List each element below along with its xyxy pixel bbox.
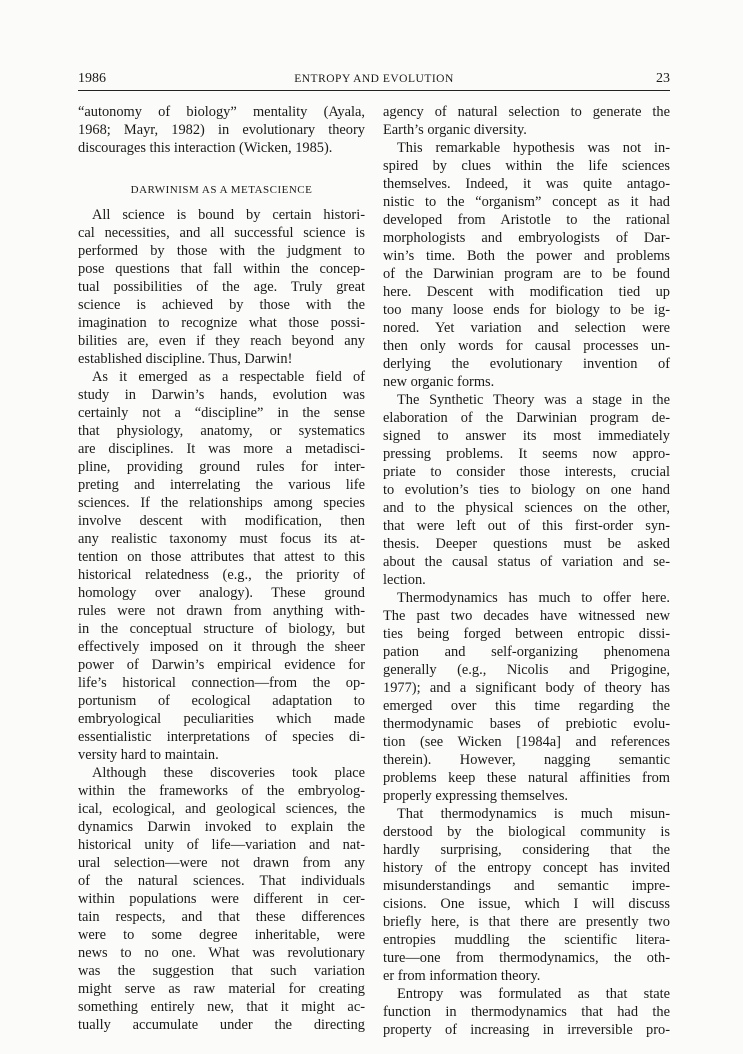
text-line: ties being forged between entropic dissi- — [383, 626, 670, 642]
text-line: new organic forms. — [383, 374, 495, 390]
text-line: themselves. Indeed, it was quite antago- — [383, 176, 670, 192]
text-line: embryological peculiarities which made — [78, 711, 365, 727]
right-paragraph-0 — [383, 103, 670, 139]
text-line: therein). However, nagging semantic — [383, 752, 670, 768]
text-line: pation and self-organizing phenomena — [383, 644, 670, 660]
text-line: established discipline. Thus, Darwin! — [78, 351, 293, 367]
text-line: power of Darwin’s empirical evidence for — [78, 657, 365, 673]
text-line: about the causal status of variation and se- — [383, 554, 670, 570]
text-line: discourages this interaction (Wicken, 1985). — [78, 140, 333, 156]
text-line: nored. Yet variation and selection were — [383, 320, 670, 336]
text-line: homology over analogy). These ground — [78, 585, 365, 601]
text-line: All science is bound by certain histori- — [92, 207, 365, 223]
text-line: “autonomy of biology” mentality (Ayala, — [78, 104, 365, 120]
text-line: Thermodynamics has much to offer here. — [397, 590, 670, 606]
right-paragraph-5 — [383, 985, 670, 1039]
text-line: certainly not a “discipline” in the sense — [78, 405, 365, 421]
text-line: history of the entropy concept has invited — [383, 860, 670, 876]
text-line: study in Darwin’s hands, evolution was — [78, 387, 365, 403]
text-line: to evolution’s ties to biology on one hand — [383, 482, 670, 498]
right-paragraph-4 — [383, 805, 670, 985]
text-line: something entirely new, that it might ac- — [78, 999, 365, 1015]
text-line: here. Descent with modification tied up — [383, 284, 670, 300]
text-line: too many loose ends for biology to be ig- — [383, 302, 670, 318]
text-line: tual possibilities of the age. Truly great — [78, 279, 365, 295]
text-line: generally (e.g., Nicolis and Prigogine, — [383, 662, 670, 678]
text-line: of the Darwinian program are to be found — [383, 266, 670, 282]
text-line: cisions. One issue, which I will discuss — [383, 896, 670, 912]
text-line: historical relatedness (e.g., the priority of — [78, 567, 365, 583]
text-line: developed from Aristotle to the rational — [383, 212, 670, 228]
text-line: properly expressing themselves. — [383, 788, 569, 804]
text-line: tion (see Wicken [1984a] and references — [383, 734, 670, 750]
text-line: pressing problems. It seems now appro- — [383, 446, 670, 462]
section-heading: DARWINISM AS A METASCIENCE — [130, 184, 313, 196]
text-line: ical, ecological, and geological sciences, the — [78, 801, 365, 817]
text-line: thesis. Deeper questions must be asked — [383, 536, 670, 552]
text-line: sciences. If the relationships among species — [78, 495, 365, 511]
left-column — [78, 103, 365, 1034]
text-line: This remarkable hypothesis was not in- — [397, 140, 670, 156]
text-line: of the natural sciences. That individuals — [78, 873, 365, 889]
text-line: Although these discoveries took place — [92, 765, 365, 781]
left-paragraph-1 — [78, 206, 365, 368]
text-line: cal necessities, and all successful science is — [78, 225, 365, 241]
text-line: within the frameworks of the embryolog- — [78, 783, 365, 799]
text-line: essentialistic interpretations of species di- — [78, 729, 365, 745]
text-line: elaboration of the Darwinian program de- — [383, 410, 670, 426]
left-paragraph-0 — [78, 103, 365, 157]
text-line: and to the physical sciences on the other, — [383, 500, 670, 516]
left-paragraph-2 — [78, 368, 365, 764]
header-year: 1986 — [78, 71, 106, 86]
running-header — [78, 70, 670, 91]
text-line: nistic to the “organism” concept as it had — [383, 194, 670, 210]
text-line: within populations were different in cer- — [78, 891, 365, 907]
text-line: As it emerged as a respectable field of — [92, 369, 365, 385]
text-line: er from information theory. — [383, 968, 541, 984]
text-line: priate to consider those interests, crucial — [383, 464, 670, 480]
text-line: derstood by the biological community is — [383, 824, 670, 840]
text-line: effectively imposed on it through the sheer — [78, 639, 365, 655]
right-column — [383, 103, 670, 1039]
header-page-number: 23 — [656, 71, 670, 86]
text-line: thermodynamic bases of prebiotic evolu- — [383, 716, 670, 732]
text-line: entropies muddling the scientific litera- — [383, 932, 670, 948]
header-journal-title: ENTROPY AND EVOLUTION — [294, 73, 454, 85]
text-line: any realistic taxonomy must focus its at- — [78, 531, 365, 547]
text-line: agency of natural selection to generate the — [383, 104, 670, 120]
text-line: problems keep these natural affinities from — [383, 770, 670, 786]
text-line: imagination to recognize what those possi- — [78, 315, 365, 331]
text-line: Earth’s organic diversity. — [383, 122, 527, 138]
right-paragraph-1 — [383, 139, 670, 391]
text-line: versity hard to maintain. — [78, 747, 219, 763]
text-line: tain respects, and that these differences — [78, 909, 365, 925]
text-line: spired by clues within the life sciences — [383, 158, 670, 174]
right-paragraph-2 — [383, 391, 670, 589]
text-line: pline, providing ground rules for inter- — [78, 459, 365, 475]
text-line: were to some degree inheritable, were — [78, 927, 365, 943]
text-line: then only words for causal processes un- — [383, 338, 670, 354]
text-line: lection. — [383, 572, 426, 588]
text-line: ural selection—were not drawn from any — [78, 855, 365, 871]
text-line: briefly here, is that there are presently two — [383, 914, 670, 930]
text-line: performed by those with the judgment to — [78, 243, 365, 259]
text-line: tually accumulate under the directing — [78, 1017, 365, 1033]
text-line: function in thermodynamics that had the — [383, 1004, 670, 1020]
text-line: pose questions that fall within the concep- — [78, 261, 365, 277]
text-line: win’s time. Both the power and problems — [383, 248, 670, 264]
text-line: rules were not drawn from anything with- — [78, 603, 365, 619]
text-line: misunderstandings and semantic impre- — [383, 878, 670, 894]
text-line: are disciplines. It was more a metadisci- — [78, 441, 365, 457]
text-line: ture—one from thermodynamics, the oth- — [383, 950, 670, 966]
text-line: that physiology, anatomy, or systematics — [78, 423, 365, 439]
left-paragraph-3 — [78, 764, 365, 1034]
text-line: morphologists and embryologists of Dar- — [383, 230, 670, 246]
text-line: dynamics Darwin invoked to explain the — [78, 819, 365, 835]
text-line: portunism of ecological adaptation to — [78, 693, 365, 709]
text-line: was the suggestion that such variation — [78, 963, 365, 979]
text-line: life’s historical connection—from the op- — [78, 675, 365, 691]
text-line: bilities are, even if they reach beyond any — [78, 333, 365, 349]
text-line: hardly surprising, considering that the — [383, 842, 670, 858]
text-line: The past two decades have witnessed new — [383, 608, 670, 624]
text-line: tention on those attributes that attest to this — [78, 549, 365, 565]
text-line: property of increasing in irreversible pro- — [383, 1022, 670, 1038]
text-line: derlying the evolutionary invention of — [383, 356, 670, 372]
text-line: news to no one. What was revolutionary — [78, 945, 365, 961]
text-line: signed to answer its most immediately — [383, 428, 670, 444]
text-line: 1977); and a significant body of theory has — [383, 680, 670, 696]
text-line: preting and interrelating the various life — [78, 477, 365, 493]
right-paragraph-3 — [383, 589, 670, 805]
text-line: in the conceptual structure of biology, but — [78, 621, 365, 637]
text-line: might serve as raw material for creating — [78, 981, 365, 997]
text-line: Entropy was formulated as that state — [397, 986, 670, 1002]
text-line: 1968; Mayr, 1982) in evolutionary theory — [78, 122, 365, 138]
text-line: The Synthetic Theory was a stage in the — [397, 392, 670, 408]
text-line: historical unity of life—variation and nat- — [78, 837, 365, 853]
text-line: emerged over this time regarding the — [383, 698, 670, 714]
text-line: involve descent with modification, then — [78, 513, 365, 529]
text-line: science is achieved by those with the — [78, 297, 365, 313]
text-line: that were left out of this first-order syn- — [383, 518, 670, 534]
text-line: That thermodynamics is much misun- — [397, 806, 670, 822]
